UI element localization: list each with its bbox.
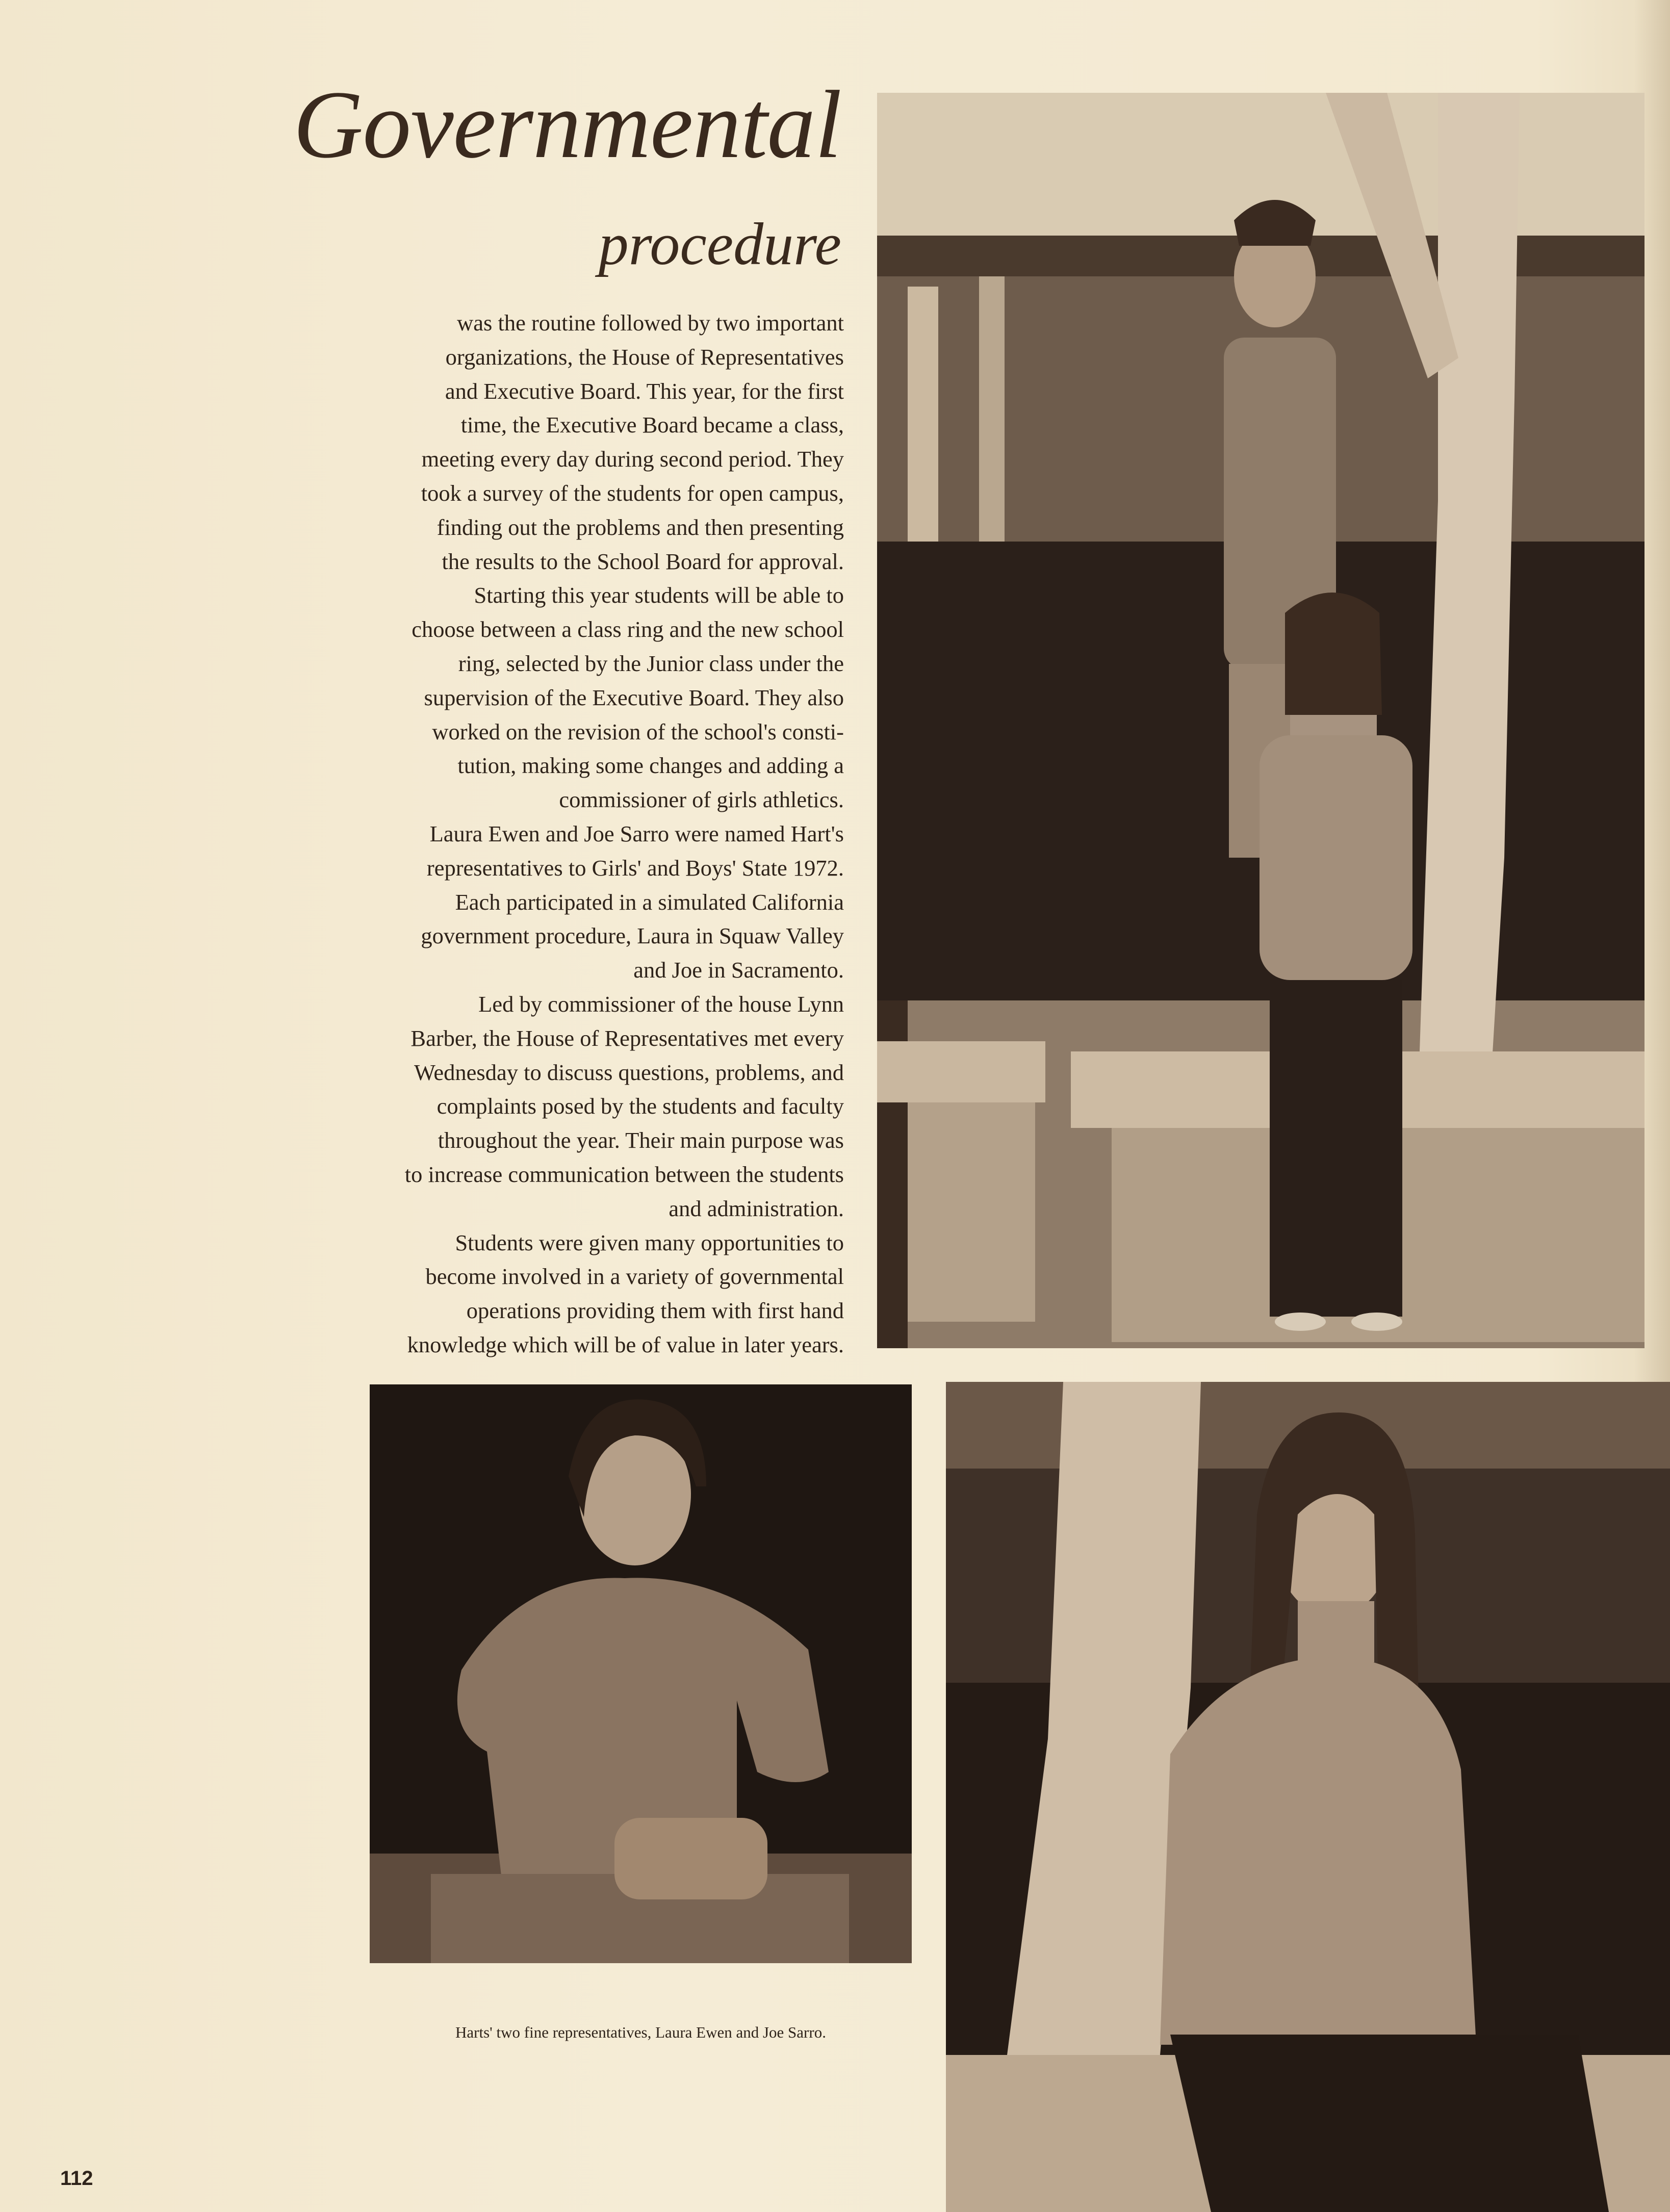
body-line: Starting this year students will be able to	[474, 582, 844, 608]
photo-laura-ewen-image	[946, 1382, 1670, 2212]
page-title: Governmental	[293, 71, 841, 178]
body-line: government procedure, Laura in Squaw Valley	[421, 923, 844, 949]
body-line: Laura Ewen and Joe Sarro were named Hart's	[429, 820, 844, 846]
body-line: complaints posed by the students and faculty	[436, 1093, 844, 1119]
body-line: organizations, the House of Representatives	[445, 344, 844, 370]
photo-laura-ewen	[946, 1382, 1670, 2212]
body-line: Each participated in a simulated California	[455, 889, 844, 915]
body-line: finding out the problems and then presenting	[436, 514, 844, 540]
page-subtitle: procedure	[598, 211, 841, 277]
body-line: Students were given many opportunities to	[455, 1229, 844, 1255]
body-line: commissioner of girls athletics.	[559, 787, 844, 813]
body-line: ring, selected by the Junior class under the	[458, 650, 844, 676]
body-line: tution, making some changes and adding a	[457, 753, 844, 779]
body-line: the results to the School Board for approval.	[442, 548, 844, 574]
body-line: supervision of the Executive Board. They also	[424, 684, 844, 710]
body-line: was the routine followed by two important	[457, 310, 844, 336]
body-line: throughout the year. Their main purpose was	[438, 1127, 844, 1153]
page-number: 112	[60, 2167, 93, 2190]
body-line: Led by commissioner of the house Lynn	[478, 991, 844, 1017]
body-line: Wednesday to discuss questions, problems, and	[414, 1059, 844, 1085]
body-line: meeting every day during second period. They	[421, 446, 844, 472]
body-line: choose between a class ring and the new school	[412, 616, 844, 642]
photo-joe-sarro-image	[370, 1384, 912, 1963]
body-line: time, the Executive Board became a class,	[460, 412, 844, 438]
body-line: took a survey of the students for open campus,	[421, 480, 844, 506]
photo-students-pergola-image	[877, 93, 1645, 1348]
body-line: to increase communication between the students	[404, 1161, 844, 1187]
body-line: and Executive Board. This year, for the first	[445, 378, 844, 404]
photo-caption: Harts' two fine representatives, Laura Ewen and Joe Sarro.	[455, 2023, 826, 2041]
body-line: and Joe in Sacramento.	[633, 957, 844, 983]
body-line: become involved in a variety of governmental	[425, 1264, 844, 1290]
body-line: and administration.	[669, 1195, 844, 1221]
body-line: knowledge which will be of value in later years.	[407, 1331, 844, 1357]
photo-joe-sarro	[370, 1384, 912, 1963]
body-line: representatives to Girls' and Boys' State 1972.	[426, 855, 844, 881]
body-line: operations providing them with first hand	[466, 1298, 844, 1324]
body-line: Barber, the House of Representatives met every	[410, 1025, 844, 1051]
body-line: worked on the revision of the school's consti-	[432, 718, 844, 744]
photo-students-pergola	[877, 93, 1645, 1348]
article-body	[232, 306, 844, 1362]
